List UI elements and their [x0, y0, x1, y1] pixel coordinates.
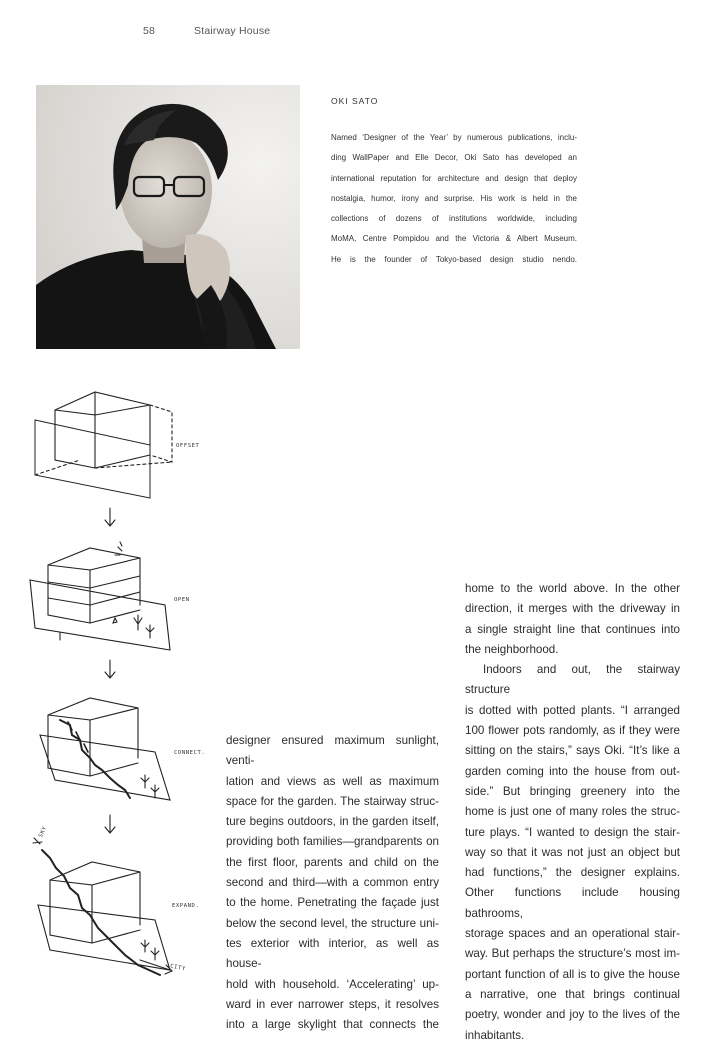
body-line: ture begins outdoors, in the garden itself, [226, 815, 439, 829]
bio-line: Named ‘Designer of the Year’ by numerous publications, inclu- [331, 133, 577, 142]
label-expand: EXPAND. [172, 903, 200, 909]
body-line: had functions,” the designer explains. [465, 866, 680, 880]
body-line: below the second level, the structure uni- [226, 916, 439, 930]
body-line: ward in ever narrower steps, it resolves [226, 997, 439, 1011]
label-offset: OFFSET [176, 443, 200, 449]
body-line: Indoors and out, the stairway structure [465, 663, 680, 697]
body-line: space for the garden. The stairway struc- [226, 794, 439, 808]
body-line: Other functions include housing bathrooms, [465, 886, 680, 920]
bio-line: nostalgia, humor, irony and surprise. His work is held in the [331, 193, 577, 203]
body-line: a single straight line that continues into [465, 622, 680, 636]
body-line: is dotted with potted plants. “I arranged [465, 703, 680, 717]
body-line: poetry, wonder and joy to the lives of the [465, 1008, 680, 1022]
body-line: home to the world above. In the other [465, 582, 680, 595]
bio-line: He is the founder of Tokyo-based design studio nendo. [331, 254, 577, 264]
body-line: portant function of all is to give the house [465, 967, 680, 981]
body-line: home is just one of many roles the struc- [465, 805, 680, 819]
body-line: garden coming into the house from out- [465, 764, 680, 778]
body-line: sitting on the stairs,” says Oki. “It’s like a [465, 744, 680, 758]
body-line: side.” But bringing greenery into the [465, 784, 680, 798]
page-number: 58 [143, 25, 156, 37]
label-sky: SKY [38, 825, 49, 839]
article-column-2 [465, 579, 680, 1046]
body-line: designer ensured maximum sunlight, venti- [226, 734, 439, 768]
body-line: storage spaces and an operational stair- [465, 927, 680, 941]
body-line: a narrative, one that brings continual [465, 987, 680, 1001]
bio-line: MoMA, Centre Pompidou and the Victoria & Albert Museum. [331, 234, 577, 244]
label-city: CITY [169, 963, 187, 973]
article-column-1 [226, 731, 439, 1035]
sketch-connect [40, 698, 170, 800]
body-line: way so that it was not just an object but [465, 845, 680, 859]
body-line: hold with household. ‘Accelerating’ up- [226, 977, 439, 991]
bio-line: ding WallPaper and Elle Decor, Oki Sato has developed an [331, 153, 577, 163]
body-line: lation and views as well as maximum [226, 774, 439, 788]
body-line: inhabitants. [465, 1028, 525, 1042]
running-title: Stairway House [194, 25, 271, 37]
portrait-illustration [36, 85, 300, 349]
arrow-down-icon [105, 660, 115, 678]
bio-line: international reputation for architecture and design that deploy [331, 173, 577, 183]
label-connect: CONNECT. [174, 750, 206, 756]
sketch-open [30, 542, 170, 650]
body-line: the neighborhood. [465, 642, 559, 656]
bio-line: collections of dozens of institutions worldwide, including [331, 214, 577, 224]
sketch-offset [35, 392, 172, 498]
body-line: ture plays. “I wanted to design the stair- [465, 825, 680, 839]
body-line: direction, it merges with the driveway in [465, 602, 680, 616]
arrow-down-icon [105, 508, 115, 526]
bio-name: OKI SATO [331, 96, 379, 106]
body-line: into a large skylight that connects the [226, 1018, 439, 1032]
body-line: providing both families—grandparents on [226, 835, 439, 849]
sketch-expand [33, 838, 172, 975]
concept-sketch-diagram [20, 380, 220, 980]
body-line: tes exterior with interior, as well as house- [226, 936, 439, 971]
bio-text [331, 128, 577, 270]
label-open: OPEN [174, 597, 190, 603]
body-line: 100 flower pots randomly, as if they were [465, 724, 680, 738]
body-line: the first floor, parents and child on the [226, 855, 439, 869]
body-line: way. But perhaps the structure’s most im- [465, 947, 680, 961]
portrait-photo [36, 85, 300, 349]
body-line: to the home. Penetrating the façade just [226, 896, 439, 910]
arrow-down-icon [105, 815, 115, 833]
body-line: second and third—with a common entry [226, 876, 439, 890]
